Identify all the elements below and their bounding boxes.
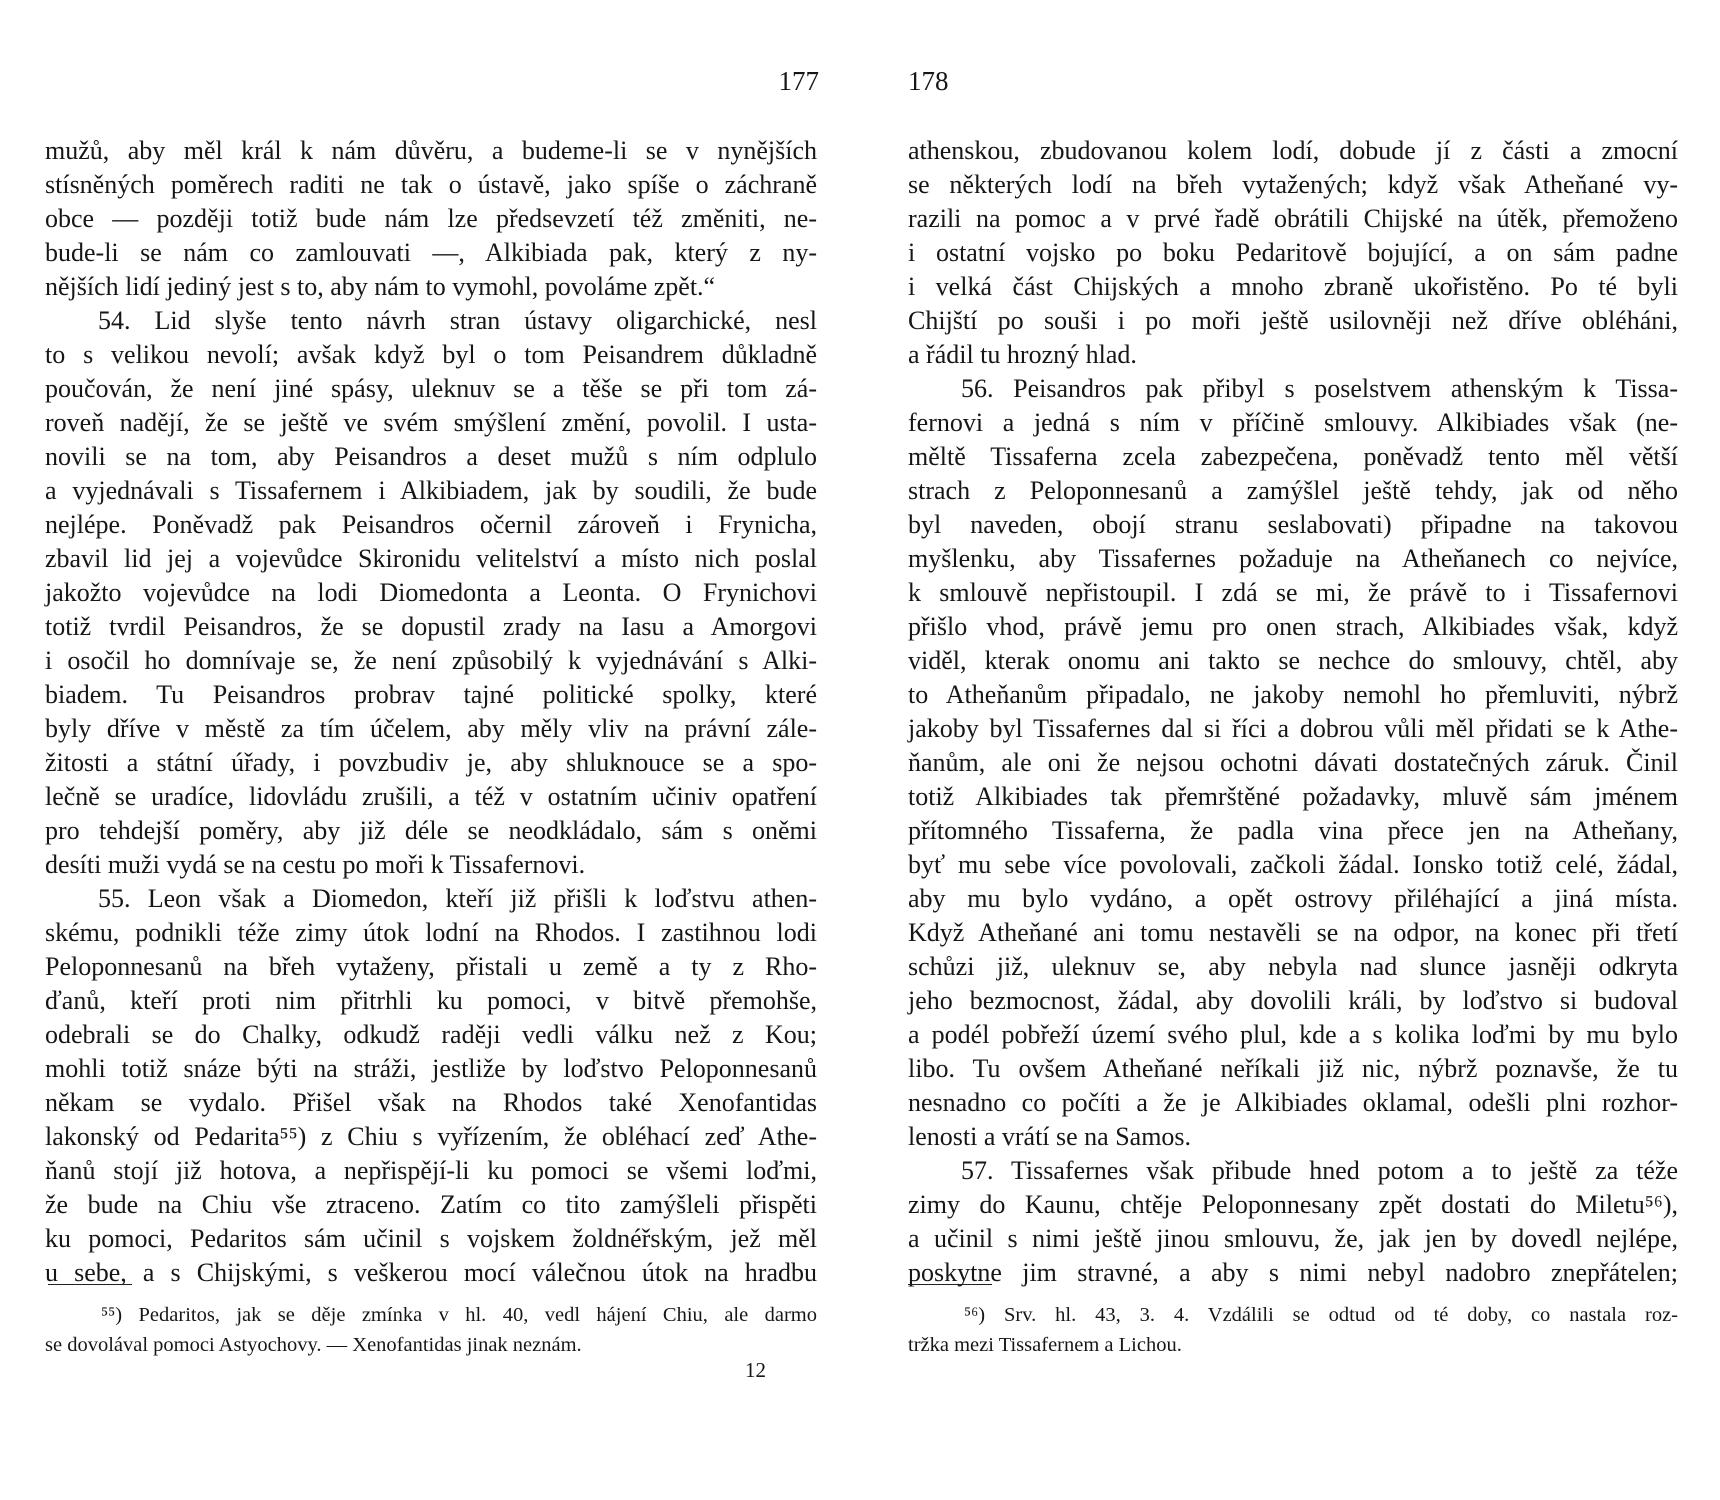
text-line: totiž tvrdil Peisandros, že se dopustil zrady na Iasu a Amorgovi	[45, 612, 817, 641]
text-line: mohli totiž snáze býti na stráži, jestliže by loďstvo Peloponnesanů	[45, 1054, 817, 1083]
text-line: fernovi a jedná s ním v příčině smlouvy. Alkibiades však (ne-	[908, 408, 1678, 437]
text-line: biadem. Tu Peisandros probrav tajné politické spolky, které	[45, 680, 817, 709]
paragraph-start-line: 55. Leon však a Diomedon, kteří již přišli k loďstvu athen-	[98, 884, 817, 913]
text-line: totiž Alkibiades tak přemrštěné požadavky, mluvě sám jménem	[908, 782, 1678, 811]
text-line: u sebe, a s Chijskými, s veškerou mocí válečnou útok na hradbu	[45, 1258, 817, 1287]
text-line: roveň nadějí, že se ještě ve svém smýšlení změní, povolil. I usta-	[45, 408, 817, 437]
text-line: a řádil tu hrozný hlad.	[908, 340, 1137, 369]
text-line: strach z Peloponnesanů a zamýšlel ještě tehdy, jak od něho	[908, 476, 1678, 505]
text-line: stísněných poměrech raditi ne tak o ústavě, jako spíše o záchraně	[45, 170, 817, 199]
text-line: byť mu sebe více povolovali, začkoli žádal. Ionsko totiž celé, žádal,	[908, 850, 1678, 879]
page-body	[908, 134, 1678, 1290]
text-line: jeho bezmocnost, žádal, aby dovolili králi, by loďstvo si budoval	[908, 986, 1678, 1015]
text-line: aby mu bylo vydáno, a opět ostrovy přiléhající a jiná místa.	[908, 884, 1678, 913]
text-line: myšlenku, aby Tissafernes požaduje na Atheňanech co nejvíce,	[908, 544, 1678, 573]
text-line: Když Atheňané ani tomu nestavěli se na odpor, na konec při třetí	[908, 918, 1678, 947]
page-body	[45, 134, 817, 1290]
text-line: ňanům, ale oni že nejsou ochotni dávati dostatečných záruk. Činil	[908, 748, 1678, 777]
footnotes	[45, 1300, 817, 1360]
text-line: mužů, aby měl král k nám důvěru, a budeme-li se v nynějších	[45, 136, 817, 165]
text-line: lenosti a vrátí se na Samos.	[908, 1122, 1192, 1151]
text-line: nějších lidí jediný jest s to, aby nám to vymohl, povoláme zpět.“	[45, 272, 716, 301]
text-line: i velká část Chijských a mnoho zbraně ukořistěno. Po té byli	[908, 272, 1678, 301]
text-line: novili se na tom, aby Peisandros a deset mužů s ním odplulo	[45, 442, 817, 471]
text-line: ku pomoci, Pedaritos sám učinil s vojskem žoldnéřským, jež měl	[45, 1224, 817, 1253]
text-line: bude-li se nám co zamlouvati —, Alkibiada pak, který z ny-	[45, 238, 817, 267]
text-line: nesnadno co počíti a že je Alkibiades oklamal, odešli plni rozhor-	[908, 1088, 1678, 1117]
text-line: lakonský od Pedarita⁵⁵) z Chiu s vyřízením, že obléhací zeď Athe-	[45, 1122, 817, 1151]
text-line: zimy do Kaunu, chtěje Peloponnesany zpět dostati do Miletu⁵⁶),	[908, 1190, 1678, 1219]
text-line: pro tehdejší poměry, aby již déle se neodkládalo, sám s oněmi	[45, 816, 817, 845]
text-line: přítomného Tissaferna, že padla vina přece jen na Atheňany,	[908, 816, 1678, 845]
text-line: k smlouvě nepřistoupil. I zdá se mi, že právě to i Tissafernovi	[908, 578, 1678, 607]
text-line: i ostatní vojsko po boku Pedaritově bojující, a on sám padne	[908, 238, 1678, 267]
text-line: jakoby byl Tissafernes dal si říci a dobrou vůli měl přidati se k Athe-	[908, 714, 1678, 743]
paragraph-start-line: 56. Peisandros pak přibyl s poselstvem athenským k Tissa-	[961, 374, 1678, 403]
text-line: ňanů stojí již hotova, a nepřispějí-li ku pomoci se všemi loďmi,	[45, 1156, 817, 1185]
text-line: a podél pobřeží území svého plul, kde a s kolika loďmi by mu bylo	[908, 1020, 1678, 1049]
footnote-rule	[908, 1284, 992, 1285]
text-line: razili na pomoc a v prvé řadě obrátili Chijské na útěk, přemoženo	[908, 204, 1678, 233]
text-line: žitosti a státní úřady, i povzbudiv je, aby shluknouce se a spo-	[45, 748, 817, 777]
text-line: to Atheňanům připadalo, ne jakoby nemohl ho přemluviti, nýbrž	[908, 680, 1678, 709]
text-line: se některých lodí na břeh vytažených; když však Atheňané vy-	[908, 170, 1678, 199]
signature-mark: 12	[745, 1358, 766, 1382]
text-line: Chijští po souši i po moři ještě usilovněji než dříve obléháni,	[908, 306, 1678, 335]
text-line: někam se vydalo. Přišel však na Rhodos také Xenofantidas	[45, 1088, 817, 1117]
text-line: obce — později totiž bude nám lze předsevzetí též změniti, ne-	[45, 204, 817, 233]
text-line: přišlo vhod, právě jemu pro onen strach, Alkibiades však, když	[908, 612, 1678, 641]
text-line: zbavil lid jej a vojevůdce Skironidu velitelství a místo nich poslal	[45, 544, 817, 573]
text-line: libo. Tu ovšem Atheňané neříkali již nic, nýbrž poznavše, že tu	[908, 1054, 1678, 1083]
page-number: 178	[908, 66, 949, 96]
footnotes	[908, 1300, 1678, 1360]
page-number: 177	[778, 66, 819, 96]
text-line: poučován, že není jiné spásy, uleknuv se a těše se při tom zá-	[45, 374, 817, 403]
text-line: to s velikou nevolí; avšak když byl o tom Peisandrem důkladně	[45, 340, 817, 369]
text-line: athenskou, zbudovanou kolem lodí, dobude jí z části a zmocní	[908, 136, 1678, 165]
footnote-line: se dovolával pomoci Astyochovy. — Xenofantidas jinak neznám.	[45, 1334, 582, 1356]
text-line: poskytne jim stravné, a aby s nimi nebyl nadobro znepřátelen;	[908, 1258, 1678, 1287]
paragraph-start-line: 57. Tissafernes však přibude hned potom a to ještě za téže	[961, 1156, 1678, 1185]
text-line: byly dříve v městě za tím účelem, aby měly vliv na právní zále-	[45, 714, 817, 743]
text-line: lečně se uradíce, lidovládu zrušili, a též v ostatním učiniv opatření	[45, 782, 817, 811]
text-line: Peloponnesanů na břeh vytaženy, přistali u země a ty z Rho-	[45, 952, 817, 981]
footnote-line: ⁵⁶) Srv. hl. 43, 3. 4. Vzdálili se odtud od té doby, co nastala roz-	[964, 1304, 1678, 1326]
text-line: a vyjednávali s Tissafernem i Alkibiadem, jak by soudili, že bude	[45, 476, 817, 505]
footnote-rule	[48, 1284, 132, 1285]
text-line: jakožto vojevůdce na lodi Diomedonta a Leonta. O Frynichovi	[45, 578, 817, 607]
footnote-line: tržka mezi Tissafernem a Lichou.	[908, 1334, 1182, 1356]
text-line: nejlépe. Poněvadž pak Peisandros očernil zároveň i Frynicha,	[45, 510, 817, 539]
text-line: i osočil ho domnívaje se, že není způsobilý k vyjednávání s Alki-	[45, 646, 817, 675]
text-line: skému, podnikli téže zimy útok lodní na Rhodos. I zastihnou lodi	[45, 918, 817, 947]
text-line: viděl, kterak onomu ani takto se nechce do smlouvy, chtěl, aby	[908, 646, 1678, 675]
text-line: odebrali se do Chalky, odkudž raději vedli válku než z Kou;	[45, 1020, 817, 1049]
text-line: a učinil s nimi ještě jinou smlouvu, že, jak jen by dovedl nejlépe,	[908, 1224, 1678, 1253]
text-line: měltě Tissaferna zcela zabezpečena, poněvadž tento měl větší	[908, 442, 1678, 471]
paragraph-start-line: 54. Lid slyše tento návrh stran ústavy oligarchické, nesl	[98, 306, 817, 335]
footnote-line: ⁵⁵) Pedaritos, jak se děje zmínka v hl. 40, vedl hájení Chiu, ale darmo	[101, 1304, 817, 1326]
text-line: že bude na Chiu vše ztraceno. Zatím co tito zamýšleli přispěti	[45, 1190, 817, 1219]
text-line: schůzi již, uleknuv se, aby nebyla nad slunce jasněji odkryta	[908, 952, 1678, 981]
text-line: desíti muži vydá se na cestu po moři k Tissafernovi.	[45, 850, 586, 879]
text-line: byl naveden, obojí stranu seslabovati) připadne na takovou	[908, 510, 1678, 539]
text-line: ďanů, kteří proti nim přitrhli ku pomoci, v bitvě přemohše,	[45, 986, 817, 1015]
